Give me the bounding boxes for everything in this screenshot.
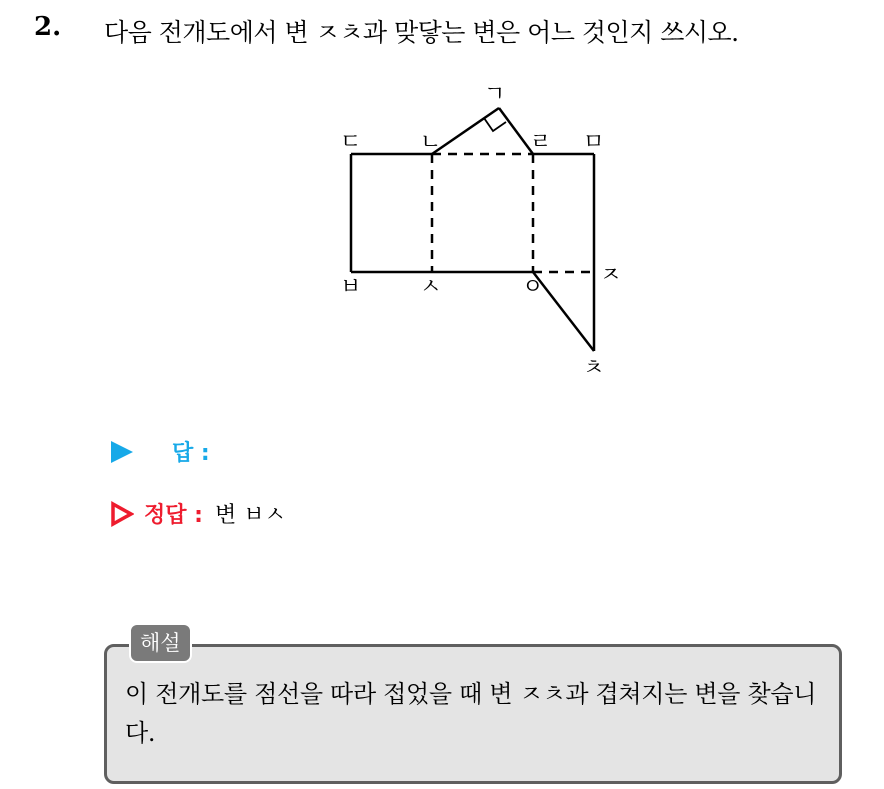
explanation-tag: 해설 xyxy=(129,623,192,663)
label-m: ㅁ xyxy=(583,130,605,155)
right-angle-mark xyxy=(484,118,506,131)
label-r: ㄹ xyxy=(530,130,552,155)
label-ch: ㅊ xyxy=(583,356,605,381)
correct-answer-row xyxy=(110,498,286,529)
correct-answer-label: 정답 : xyxy=(144,503,203,528)
label-n: ㄴ xyxy=(420,130,442,155)
question-text: 다음 전개도에서 변 ㅈㅊ과 맞닿는 변은 어느 것인지 쓰시오. xyxy=(104,18,739,47)
filled-triangle-icon xyxy=(110,440,134,464)
label-g: ㄱ xyxy=(484,82,506,107)
edge-n-g xyxy=(432,108,499,154)
outline-triangle-icon xyxy=(110,501,134,527)
question-number: 2. xyxy=(34,12,62,42)
edge-g-r xyxy=(499,108,533,154)
label-j: ㅈ xyxy=(600,263,622,288)
label-o: ㅇ xyxy=(522,275,544,300)
explanation-text: 이 전개도를 점선을 따라 접었을 때 변 ㅈㅊ과 겹쳐지는 변을 찾습니다. xyxy=(125,680,817,747)
correct-answer-value: 변 ㅂㅅ xyxy=(214,503,286,528)
label-s: ㅅ xyxy=(420,275,442,300)
answer-label: 답 : xyxy=(172,441,210,466)
label-b: ㅂ xyxy=(340,275,362,300)
answer-row xyxy=(110,436,210,467)
label-d: ㄷ xyxy=(340,130,362,155)
